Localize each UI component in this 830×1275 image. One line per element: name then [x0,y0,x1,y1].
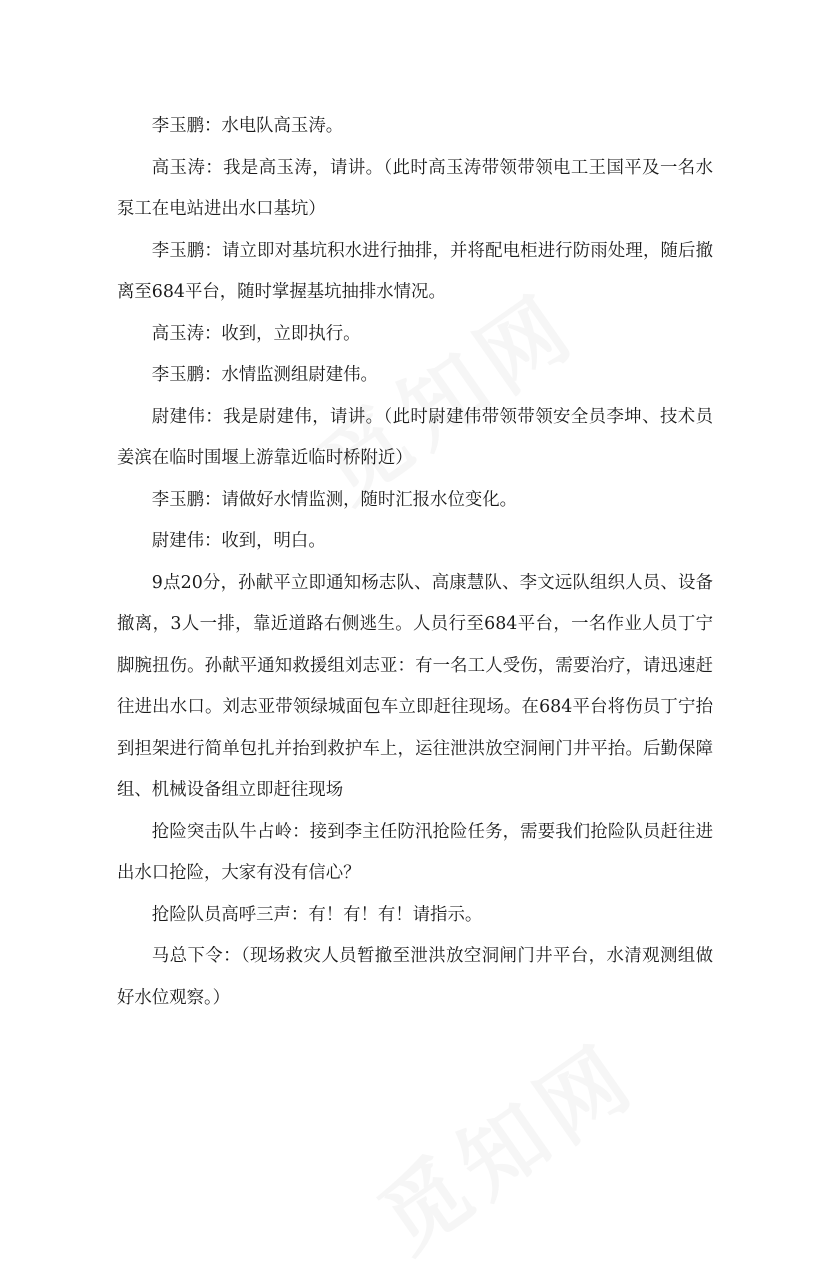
paragraph-9: 9点20分，孙献平立即通知杨志队、高康慧队、李文远队组织人员、设备撤离，3人一排，靠近道路右侧逃生。人员行至684平台，一名作业人员丁宁脚腕扭伤。孙献平通知救援组刘志亚：有一名工人受伤，需要治疗，请迅速赶往进出水口。刘志亚带领绿城面包车立即赶往现场。在684平台将伤员丁宁抬到担架进行简单包扎并抬到救护车上，运往泄洪放空洞闸门井平抬。后勤保障组、机械设备组立即赶往现场 [117,572,713,800]
paragraph-2: 高玉涛：我是高玉涛，请讲。（此时高玉涛带领带领电工王国平及一名水泵工在电站进出水口基坑） [117,157,713,219]
paragraph-4: 高玉涛：收到，立即执行。 [151,323,361,344]
paragraph-1: 李玉鹏：水电队高玉涛。 [151,116,344,136]
paragraph-6: 尉建伟：我是尉建伟，请讲。（此时尉建伟带领带领安全员李坤、技术员姜滨在临时围堰上游靠近临时桥附近） [117,406,713,468]
document-body [117,106,713,1019]
paragraph-7: 李玉鹏：请做好水情监测，随时汇报水位变化。 [151,489,518,510]
paragraph-12: 马总下令：（现场救灾人员暂撤至泄洪放空洞闸门井平台，水清观测组做好水位观察。） [117,946,713,1008]
paragraph-11: 抢险队员高呼三声：有！有！有！请指示。 [151,904,483,925]
paragraph-10: 抢险突击队牛占岭：接到李主任防汛抢险任务，需要我们抢险队员赶往进出水口抢险，大家有没有信心？ [117,821,713,883]
paragraph-8: 尉建伟：收到，明白。 [151,531,326,551]
paragraph-5: 李玉鹏：水情监测组尉建伟。 [151,365,378,385]
watermark-bottom [350,1009,657,1275]
paragraph-3: 李玉鹏：请立即对基坑积水进行抽排，并将配电柜进行防雨处理，随后撤离至684平台，随时掌握基坑抽排水情况。 [117,240,713,302]
